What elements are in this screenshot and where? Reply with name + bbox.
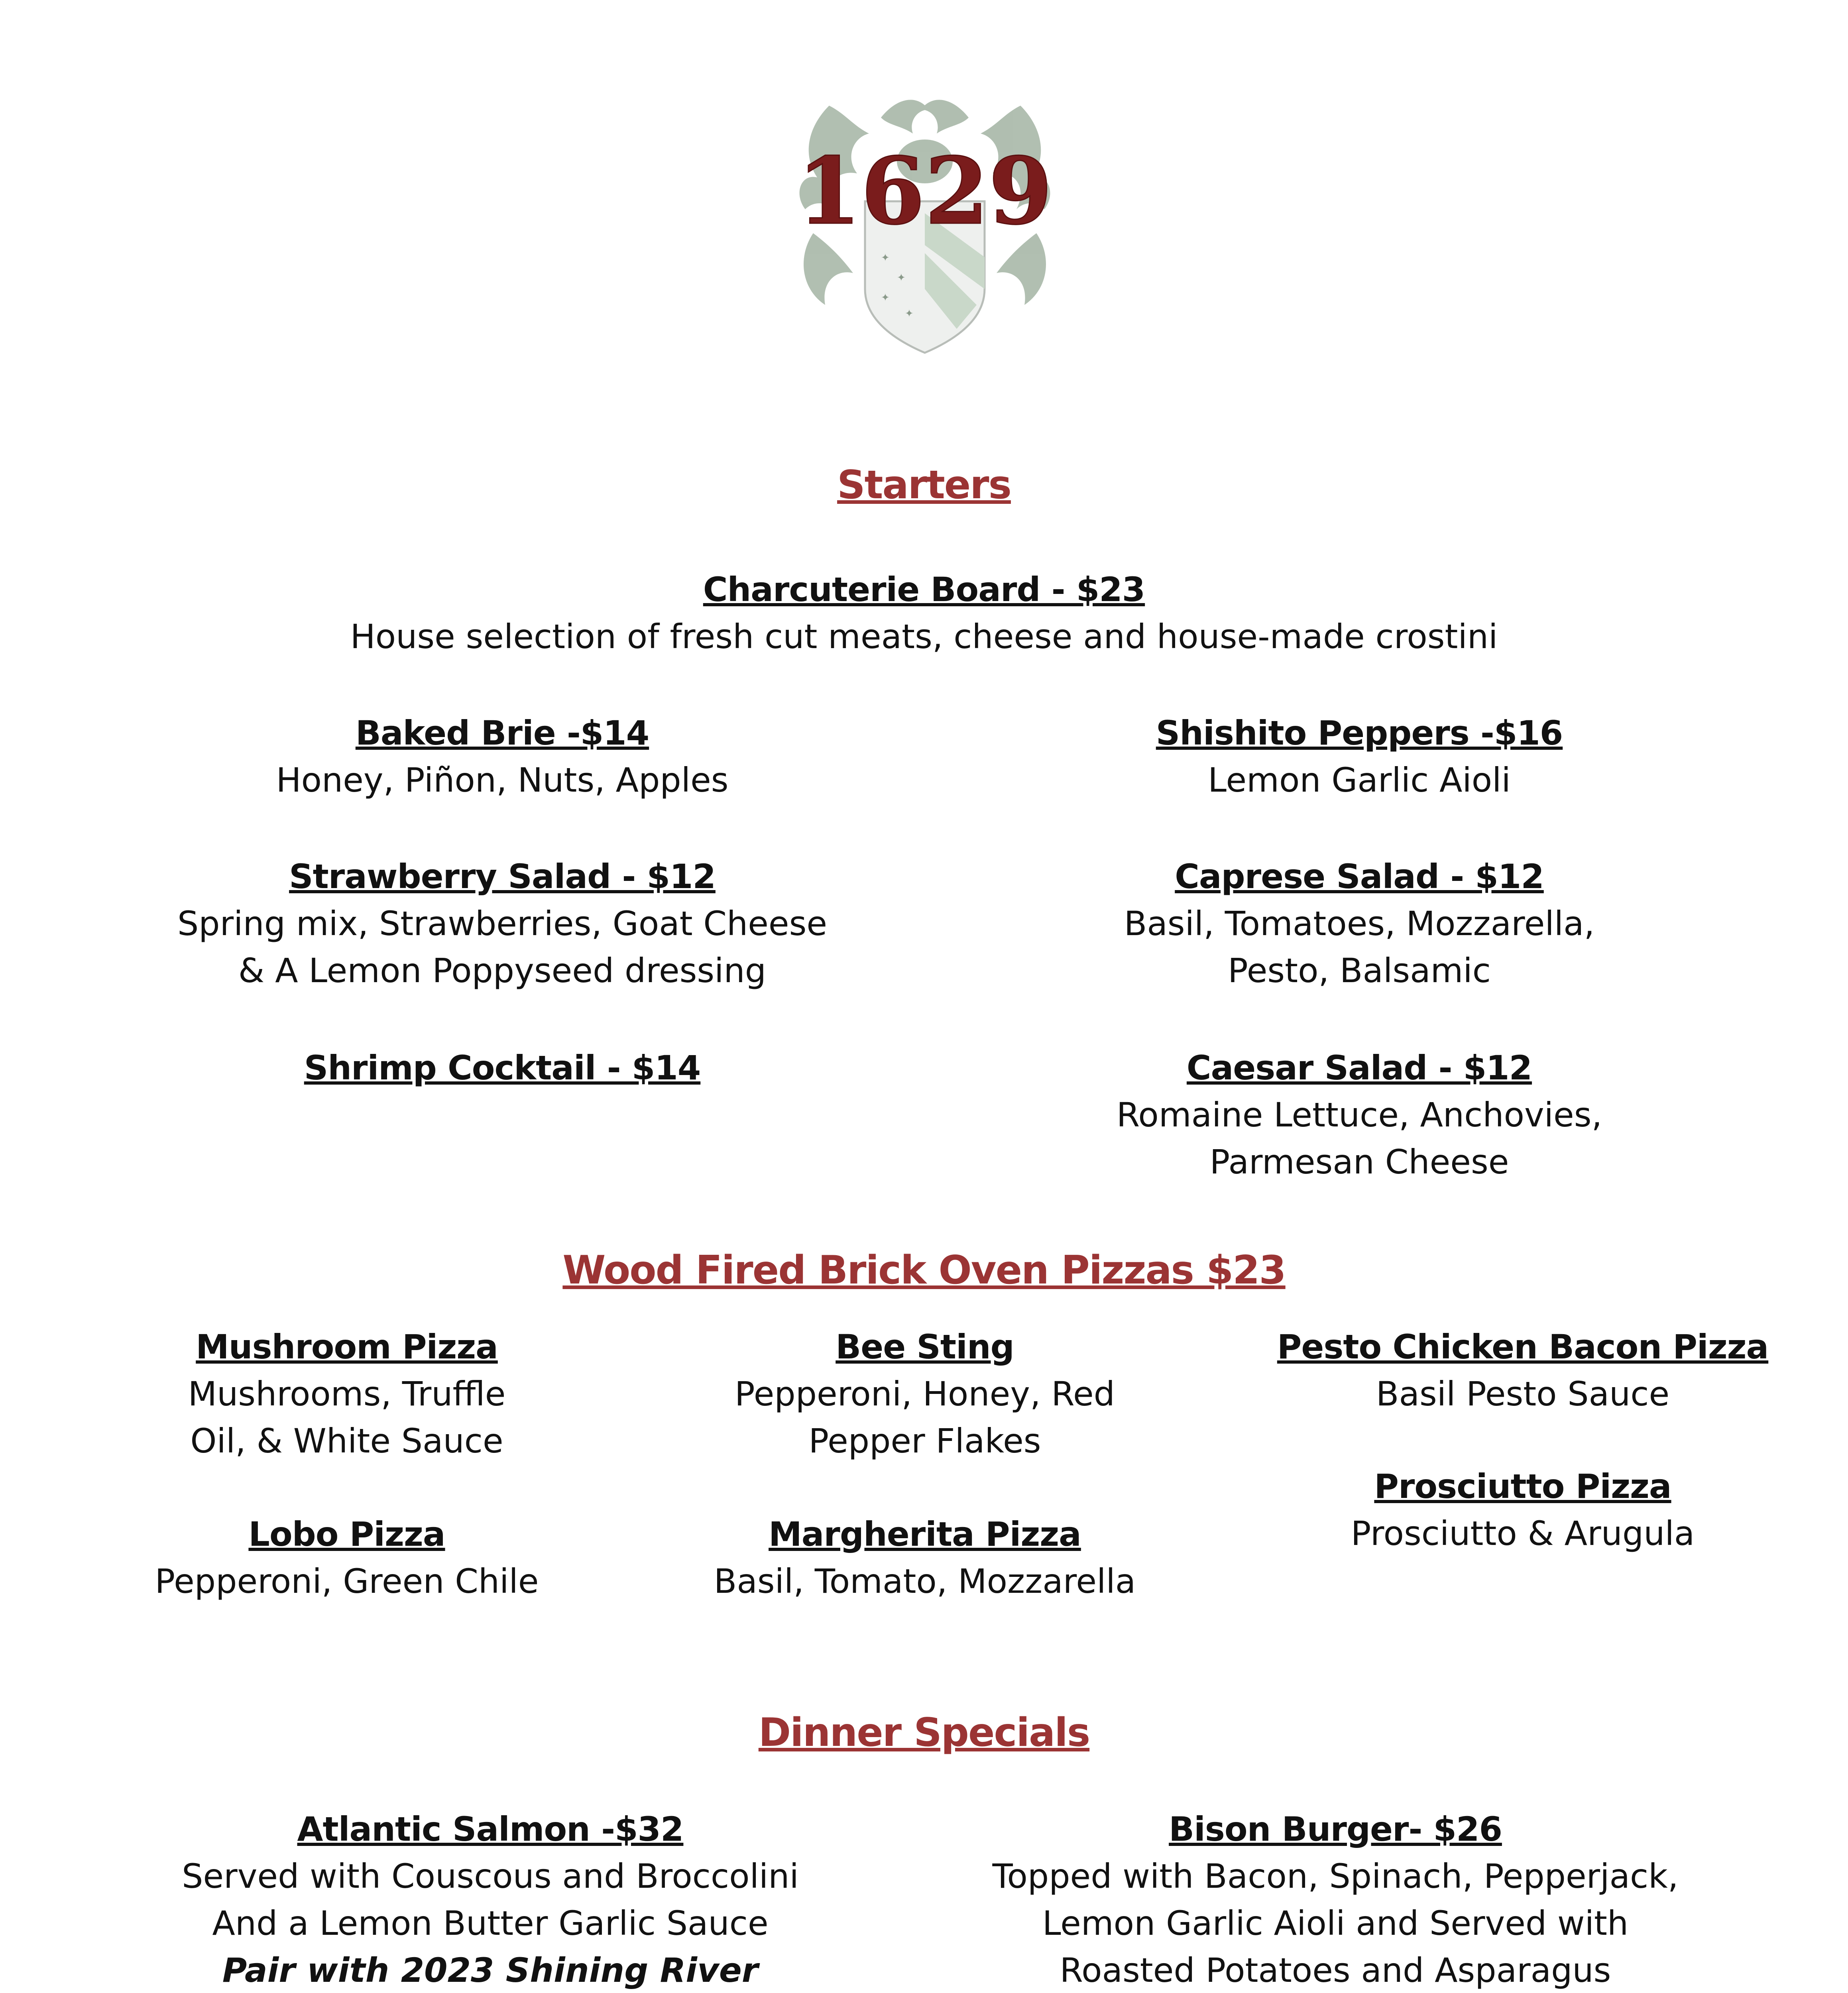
svg-text:✦: ✦ [881,252,890,264]
menu-item-atlantic-salmon [132,1806,849,1993]
svg-text:✦: ✦ [881,292,890,304]
item-title: Lobo Pizza [248,1515,445,1554]
crest-emblem [785,82,1064,361]
item-title: Caprese Salad - $12 [1175,857,1544,896]
item-description: Lemon Garlic Aioli [1208,761,1511,800]
menu-item-caprese-salad [989,853,1730,994]
item-description: Served with Couscous and Broccolini And a Lemon Butter Garlic Sauce [182,1857,799,1943]
starters-heading: Starters [837,462,1011,508]
menu-item-bison-burger [957,1806,1714,1993]
dinner-specials-heading: Dinner Specials [758,1710,1090,1755]
item-description: Prosciutto & Arugula [1351,1514,1695,1553]
restaurant-logo [785,82,1064,361]
item-description: Basil, Tomato, Mozzarella [714,1562,1136,1601]
item-description: Pepperoni, Honey, Red Pepper Flakes [735,1374,1115,1460]
menu-item-shrimp-cocktail [132,1044,873,1091]
item-description: Basil, Tomatoes, Mozzarella, Pesto, Balsamic [1124,904,1595,990]
menu-item-margherita-pizza [678,1511,1172,1605]
item-title: Bison Burger- $26 [1169,1810,1502,1849]
svg-text:✦: ✦ [905,308,914,320]
item-title: Charcuterie Board - $23 [703,570,1145,609]
menu-item-mushroom-pizza [112,1323,582,1464]
pizzas-heading: Wood Fired Brick Oven Pizzas $23 [562,1248,1286,1293]
item-description: Pepperoni, Green Chile [155,1562,539,1601]
menu-item-bee-sting [678,1323,1172,1464]
item-title: Strawberry Salad - $12 [289,857,716,896]
wine-pairing: Pair with 2023 Shining River [222,1951,759,1990]
item-title: Mushroom Pizza [196,1327,498,1366]
item-title: Pesto Chicken Bacon Pizza [1277,1327,1769,1366]
item-title: Margherita Pizza [769,1515,1081,1554]
menu-item-shishito-peppers [989,710,1730,804]
item-title: Prosciutto Pizza [1374,1467,1671,1506]
item-description: Honey, Piñon, Nuts, Apples [276,761,729,800]
item-description: Mushrooms, Truffle Oil, & White Sauce [188,1374,506,1460]
svg-text:✦: ✦ [897,272,906,284]
item-title: Caesar Salad - $12 [1186,1048,1532,1087]
item-description: Spring mix, Strawberries, Goat Cheese & A Lemon Poppyseed dressing [177,904,828,990]
menu-item-pesto-chicken-bacon-pizza [1252,1323,1794,1417]
menu-item-prosciutto-pizza [1252,1463,1794,1557]
item-description: Topped with Bacon, Spinach, Pepperjack, Lemon Garlic Aioli and Served with Roasted Potatoes and Asparagus [992,1857,1679,1990]
item-description: Romaine Lettuce, Anchovies, Parmesan Cheese [1116,1095,1602,1181]
item-title: Atlantic Salmon -$32 [297,1810,684,1849]
menu-item-caesar-salad [989,1044,1730,1185]
menu-item-baked-brie [132,710,873,804]
menu-item-lobo-pizza [112,1511,582,1605]
logo-numerals: 1629 [797,138,1053,245]
item-description: House selection of fresh cut meats, cheese and house-made crostini [350,617,1498,656]
menu-item-strawberry-salad [132,853,873,994]
item-description: Basil Pesto Sauce [1376,1374,1670,1413]
item-title: Baked Brie -$14 [355,713,649,753]
item-title: Bee Sting [836,1327,1014,1366]
item-title: Shishito Peppers -$16 [1156,713,1563,753]
item-title: Shrimp Cocktail - $14 [304,1048,701,1087]
menu-item-charcuterie [127,566,1721,660]
